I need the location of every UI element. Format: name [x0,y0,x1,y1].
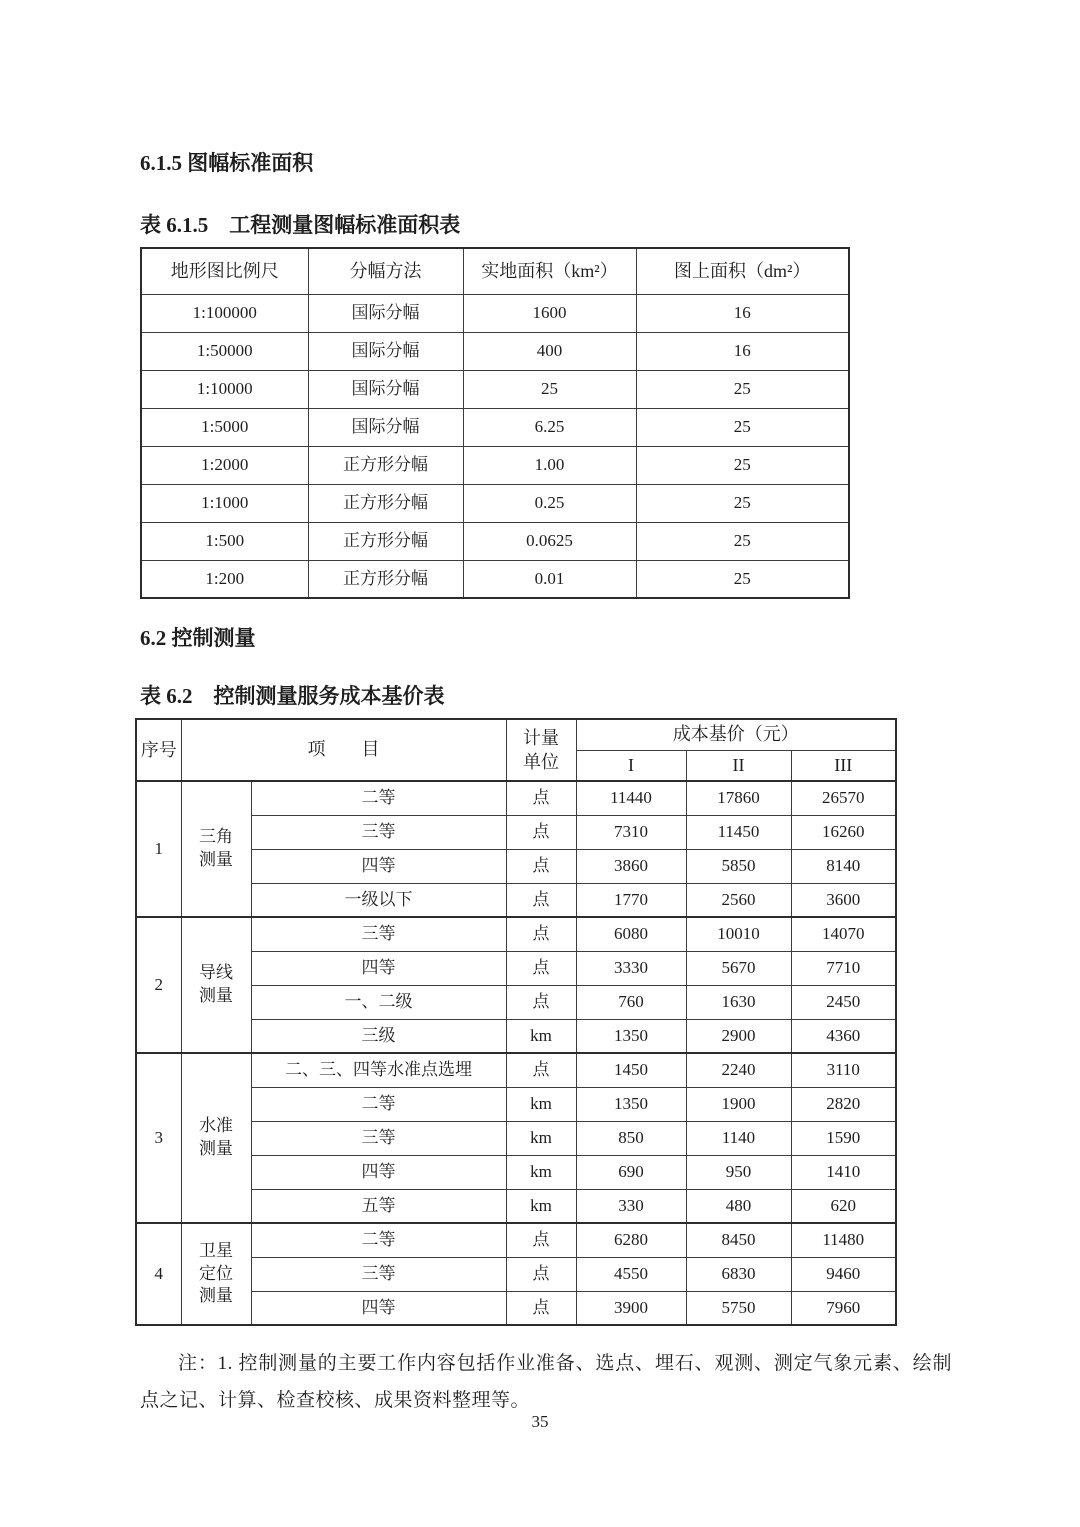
table-row: 2 导线测量 三等 点 6080 10010 14070 [136,917,896,951]
group-seq: 1 [136,781,181,917]
table-row: 1:2000 正方形分幅 1.00 25 [141,446,849,484]
table-row: 1:100000 国际分幅 1600 16 [141,294,849,332]
col-header-sheet-method: 分幅方法 [308,248,463,294]
table-row: 1 三角测量 二等 点 11440 17860 26570 [136,781,896,815]
table-6-2-title: 表 6.2 控制测量服务成本基价表 [140,684,445,708]
map-sheet-area-table [140,247,850,599]
table-row: 1:500 正方形分幅 0.0625 25 [141,522,849,560]
col-header-scale: 地形图比例尺 [141,248,308,294]
col-header-unit: 计量单位 [506,719,576,781]
table-header-row [136,719,896,750]
table-row: 4 卫星定位测量 二等 点 6280 8450 11480 [136,1223,896,1257]
table-row: 四等 点 3900 5750 7960 [136,1291,896,1325]
table-row: 四等 点 3860 5850 8140 [136,849,896,883]
control-survey-cost-table [135,718,897,1326]
table-row: 三等 点 4550 6830 9460 [136,1257,896,1291]
col-header-seq: 序号 [136,719,181,781]
group-seq: 4 [136,1223,181,1325]
table-row: 三等 点 7310 11450 16260 [136,815,896,849]
col-header-ground-area: 实地面积（km²） [463,248,636,294]
group-name: 水准测量 [181,1053,251,1223]
table-row: 五等 km 330 480 620 [136,1189,896,1223]
table-row: 三等 km 850 1140 1590 [136,1121,896,1155]
col-header-level-1: I [576,750,686,781]
col-header-item: 项 目 [181,719,506,781]
group-seq: 3 [136,1053,181,1223]
group-name: 卫星定位测量 [181,1223,251,1325]
table-row: 四等 km 690 950 1410 [136,1155,896,1189]
section-6-1-5-heading: 6.1.5 图幅标准面积 [140,151,314,175]
group-name: 三角测量 [181,781,251,917]
col-header-map-area: 图上面积（dm²） [636,248,849,294]
group-seq: 2 [136,917,181,1053]
table-row: 1:200 正方形分幅 0.01 25 [141,560,849,598]
table-note: 注：1. 控制测量的主要工作内容包括作业准备、选点、埋石、观测、测定气象元素、绘制点之记、计算、检查校核、成果资料整理等。 [140,1353,952,1411]
table-row: 二等 km 1350 1900 2820 [136,1087,896,1121]
table-row: 1:10000 国际分幅 25 25 [141,370,849,408]
table-header-row [141,248,849,294]
col-header-cost-base: 成本基价（元） [576,719,896,750]
table-row: 3 水准测量 二、三、四等水准点选埋 点 1450 2240 3110 [136,1053,896,1087]
section-6-2-heading: 6.2 控制测量 [140,626,256,650]
table-row: 四等 点 3330 5670 7710 [136,951,896,985]
table-6-1-5-title: 表 6.1.5 工程测量图幅标准面积表 [140,213,461,237]
col-header-level-3: III [791,750,896,781]
table-row: 一、二级 点 760 1630 2450 [136,985,896,1019]
table-row: 1:5000 国际分幅 6.25 25 [141,408,849,446]
table-row: 1:1000 正方形分幅 0.25 25 [141,484,849,522]
table-row: 三级 km 1350 2900 4360 [136,1019,896,1053]
page-number: 35 [531,1412,549,1431]
col-header-level-2: II [686,750,791,781]
table-row: 1:50000 国际分幅 400 16 [141,332,849,370]
group-name: 导线测量 [181,917,251,1053]
table-row: 一级以下 点 1770 2560 3600 [136,883,896,917]
